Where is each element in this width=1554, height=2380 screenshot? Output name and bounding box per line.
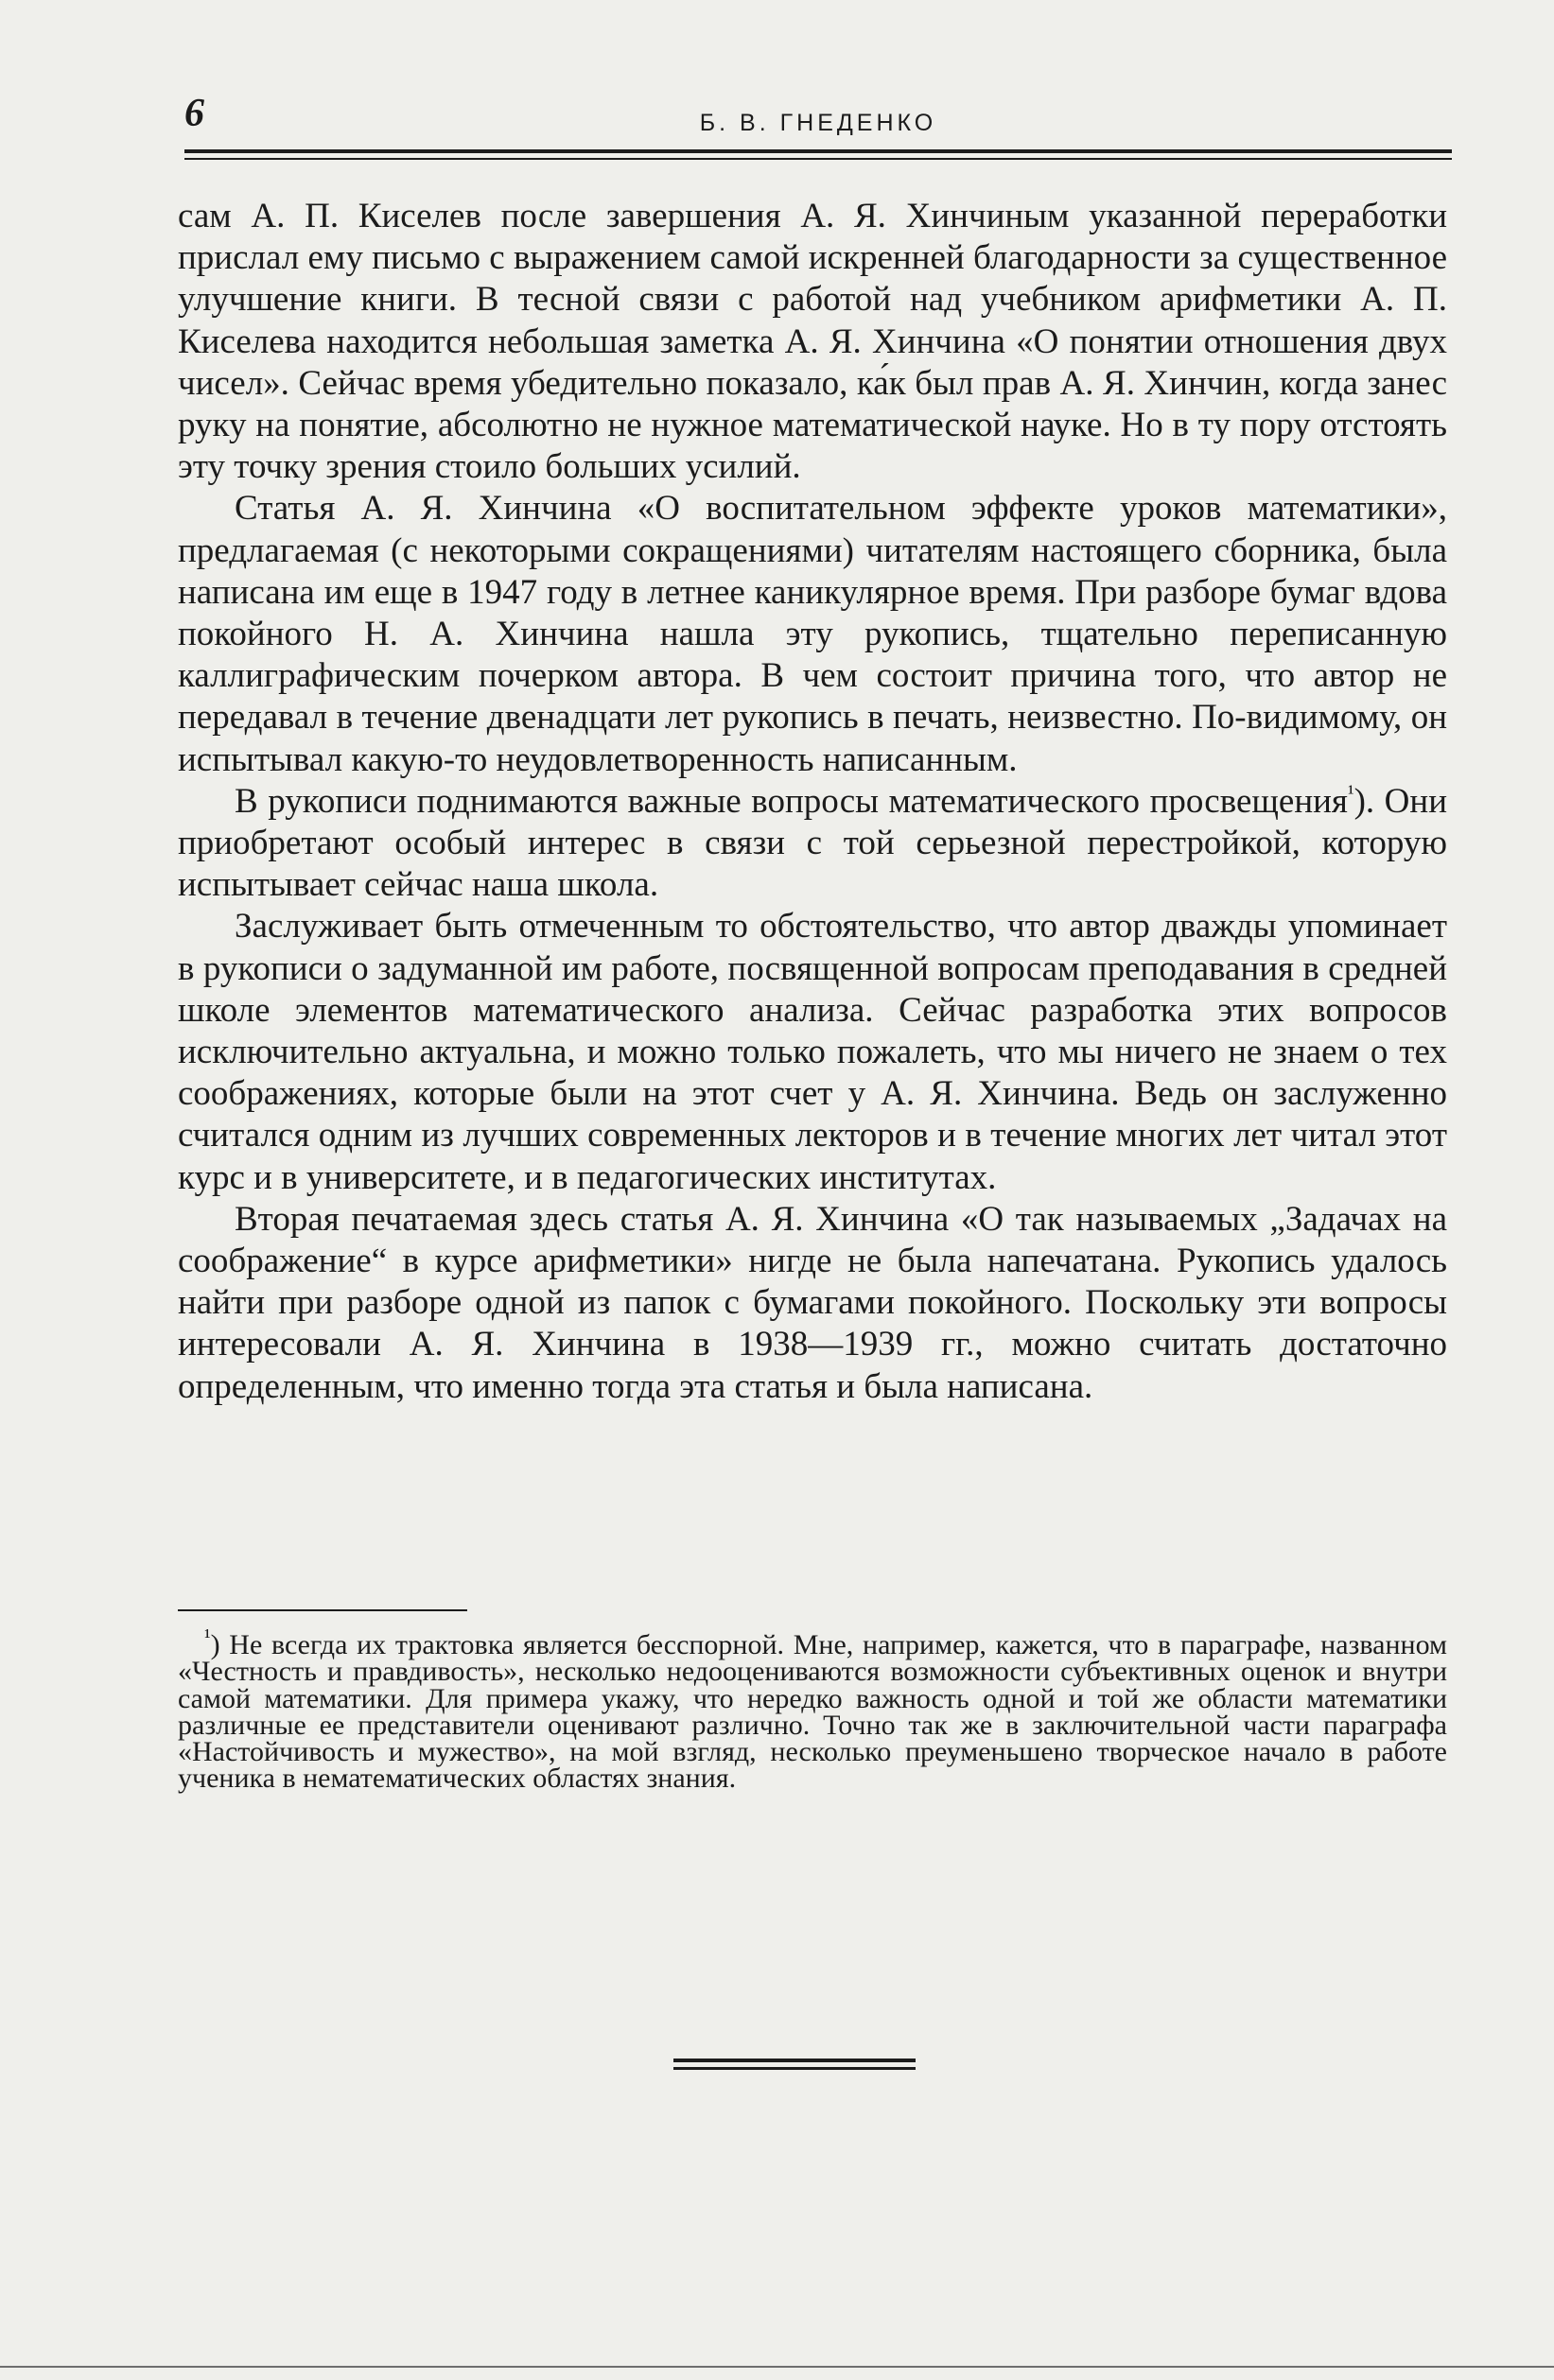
paragraph-with-note [178,781,1447,907]
footnote-reference[interactable]: ¹ [1347,780,1354,805]
paragraph: Статья А. Я. Хинчина «О воспитательном эффекте уроков математики», предлагаемая (с некоторыми сокращениями) читателям настоящего сборника, была написана им еще в 1947 году в летнее каникулярное время. При разборе бумаг вдова покойного Н. А. Хинчина нашла эту рукопись, тщательно переписанную каллиграфическим почерком автора. В чем состоит причина того, что автор не передавал в течение двенадцати лет рукопись в печать, неизвестно. По-видимому, он испытывал какую-то неудовлетворенность написанным. [178,489,1447,779]
footnote-paragraph [178,1624,1447,1795]
footnote-separator [178,1609,467,1611]
header-rule-thin [184,158,1452,160]
page-number: 6 [184,92,204,135]
body-text [178,196,1447,1408]
running-title: Б. В. ГНЕДЕНКО [699,110,937,136]
paragraph-continued: сам А. П. Киселев после завершения А. Я. Хинчиным указанной переработки прислал ему письмо с выражением самой искренней благодарности за существенное улучшение книги. В тесной связи с работой над учебником арифметики А. П. Киселева находится небольшая заметка А. Я. Хинчина «О понятии отношения двух чисел». Сейчас время убедительно показало, ка́к был прав А. Я. Хинчин, когда занес руку на понятие, абсолютно не нужное математической науке. Но в ту пору отстоять эту точку зрения стоило больших усилий. [178,197,1447,487]
paragraph-text: ). Они приобретают особый интерес в связи с той серьезной перестройкой, которую испытывает сейчас наша школа. [178,781,1447,905]
end-rule-lower [673,2067,916,2070]
paragraph: Заслуживает быть отмеченным то обстоятельство, что автор дважды упоминает в рукописи о задуманной им работе, посвященной вопросам преподавания в средней школе элементов математического анализа. Сейчас разработка этих вопросов исключительно актуальна, и можно только пожалеть, что мы ничего не знаем о тех соображениях, которые были на этот счет у А. Я. Хинчина. Ведь он заслуженно считался одним из лучших современных лекторов и в течение многих лет читал этот курс и в университете, и в педагогических институтах. [178,907,1447,1197]
footnote-mark: ¹ [204,1624,211,1648]
paragraph: Вторая печатаемая здесь статья А. Я. Хинчина «О так называемых „Задачах на соображение“ в курсе арифметики» нигде не была напечатана. Рукопись удалось найти при разборе одной из папок с бумагами покойного. Поскольку эти вопросы интересовали А. Я. Хинчина в 1938—1939 гг., можно считать достаточно определенным, что именно тогда эта статья и была написана. [178,1199,1447,1406]
paragraph-text: В рукописи поднимаются важные вопросы математического просвещения [235,781,1348,821]
footnote [178,1624,1447,1795]
footnote-text: ) Не всегда их трактовка является бесспорной. Мне, например, кажется, что в параграфе, названном «Честность и правдивость», несколько недооцениваются возможности субъективных оценок и внутри самой математики. Для примера укажу, что нередко важность одной и той же области математики различные ее представители оценивают различно. Точно так же в заключительной части параграфа «Настойчивость и мужество», на мой взгляд, несколько преуменьшено творческое начало в работе ученика в нематематических областях знания. [178,1629,1447,1795]
page-edge-line [0,2366,1554,2368]
end-rule-upper [673,2059,916,2062]
running-head [184,91,1452,148]
header-rule-thick [184,149,1452,153]
